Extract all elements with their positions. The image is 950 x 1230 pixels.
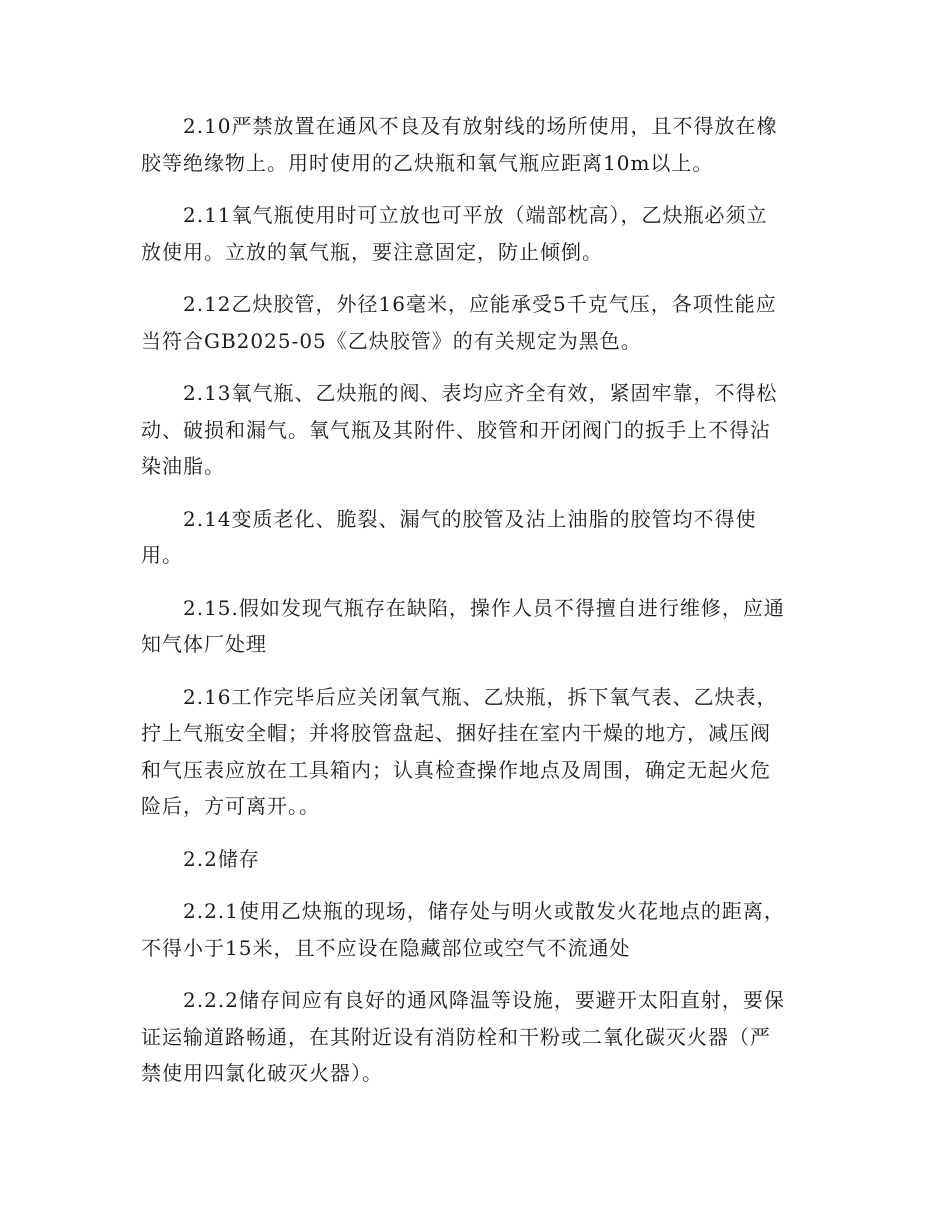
text-line: 2.13氧气瓶、乙炔瓶的阀、表均应齐全有效，紧固牢靠，不得松 — [183, 381, 778, 405]
paragraph-2-11 — [141, 197, 816, 270]
text-line: 禁使用四氯化破灭火器）。 — [141, 1061, 383, 1085]
paragraph-2-12 — [141, 286, 816, 359]
text-line: 2.12乙炔胶管，外径16毫米，应能承受5千克气压，各项性能应 — [183, 292, 777, 316]
paragraph-2-13 — [141, 375, 816, 485]
document-body — [141, 108, 816, 1108]
text-line: 用。 — [141, 543, 183, 567]
paragraph-2-16 — [141, 679, 816, 825]
text-line: 2.16工作完毕后应关闭氧气瓶、乙炔瓶，拆下氧气表、乙炔表， — [183, 684, 778, 709]
text-line: 2.15.假如发现气瓶存在缺陷，操作人员不得擅自进行维修，应通 — [183, 595, 785, 620]
paragraph-2-2-1 — [141, 893, 816, 966]
text-line: 染油脂。 — [141, 454, 225, 478]
paragraph-2-2-2 — [141, 982, 816, 1092]
paragraph-2-2 — [141, 841, 816, 878]
text-line: 2.2储存 — [183, 846, 260, 871]
text-line: 2.10严禁放置在通风不良及有放射线的场所使用，且不得放在橡 — [183, 114, 778, 138]
text-line: 胶等绝缘物上。用时使用的乙炔瓶和氧气瓶应距离10m以上。 — [141, 150, 714, 175]
text-line: 拧上气瓶安全帽；并将胶管盘起、捆好挂在室内干燥的地方，减压阀 — [141, 721, 771, 745]
text-line: 2.11氧气瓶使用时可立放也可平放（端部枕高），乙炔瓶必须立 — [183, 203, 768, 227]
text-line: 证运输道路畅通，在其附近设有消防栓和干粉或二氧化碳灭火器（严 — [141, 1024, 771, 1049]
text-line: 动、破损和漏气。氧气瓶及其附件、胶管和开闭阀门的扳手上不得沾 — [141, 417, 771, 442]
text-line: 险后，方可离开。。 — [141, 794, 320, 818]
text-line: 知气体厂处理 — [141, 632, 267, 656]
paragraph-2-10 — [141, 108, 816, 181]
text-line: 2.2.1使用乙炔瓶的现场，储存处与明火或散发火花地点的距离， — [183, 899, 785, 923]
text-line: 当符合GB2025-05《乙炔胶管》的有关规定为黑色。 — [141, 328, 642, 353]
text-line: 2.2.2储存间应有良好的通风降温等设施，要避开太阳直射，要保 — [183, 988, 785, 1012]
text-line: 和气压表应放在工具箱内；认真检查操作地点及周围，确定无起火危 — [141, 757, 771, 782]
paragraph-2-14 — [141, 501, 816, 574]
text-line: 2.14变质老化、脆裂、漏气的胶管及沾上油脂的胶管均不得使 — [183, 506, 757, 531]
paragraph-2-15 — [141, 590, 816, 663]
text-line: 不得小于15米，且不应设在隐藏部位或空气不流通处 — [141, 935, 631, 960]
text-line: 放使用。立放的氧气瓶，要注意固定，防止倾倒。 — [141, 239, 603, 264]
